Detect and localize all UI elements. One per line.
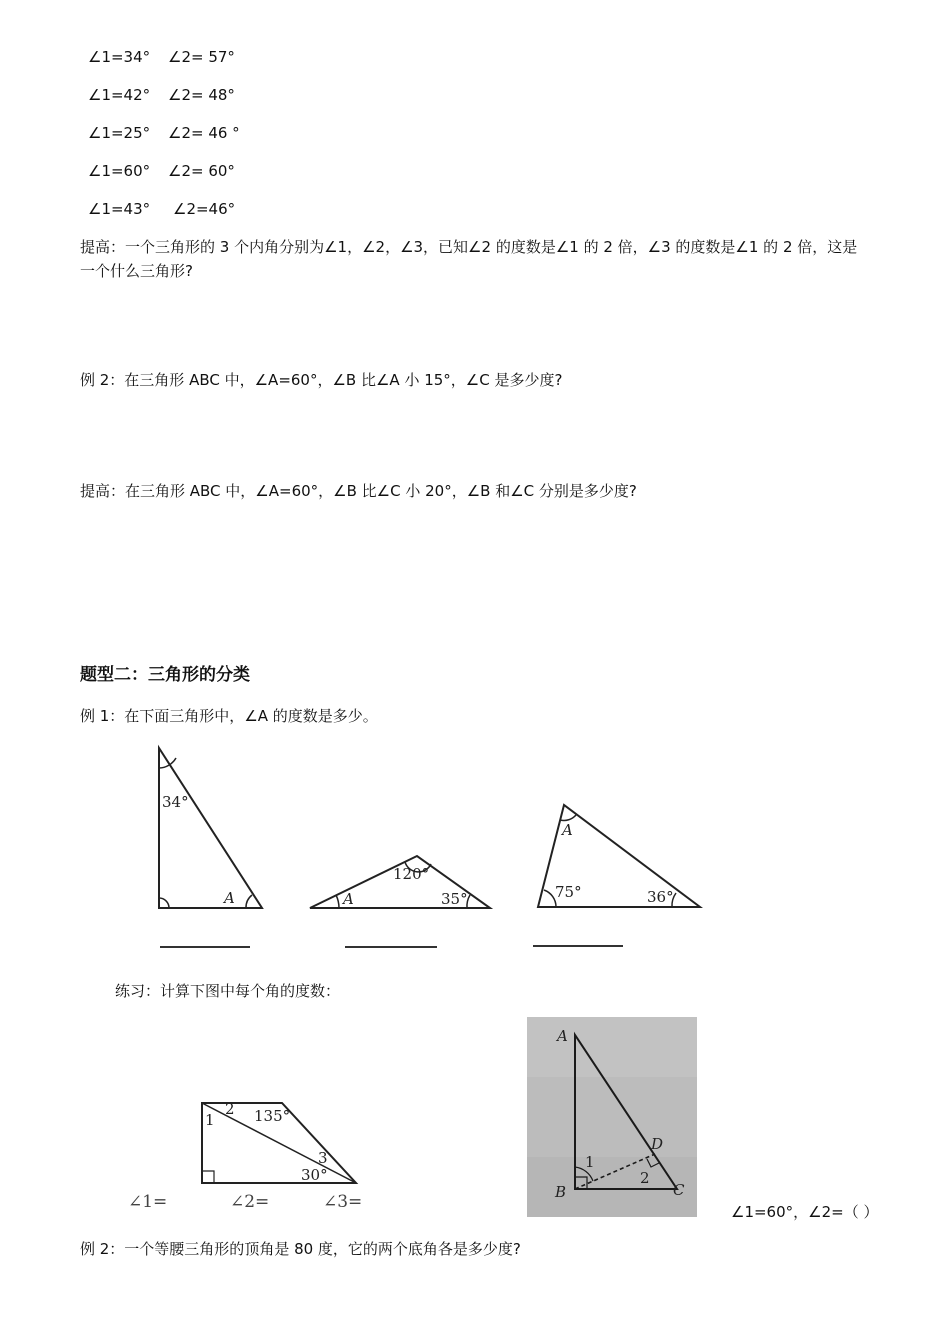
section-title: 题型二：三角形的分类 <box>80 665 250 685</box>
angle-1-label: 1 <box>585 1153 595 1171</box>
tigao-question-1-line1: 提高：一个三角形的 3 个内角分别为∠1，∠2，∠3，已知∠2 的度数是∠1 的 2 倍，∠3 的度数是∠1 的 2 倍，这是 <box>80 238 858 256</box>
triangle-figure-3 <box>530 795 710 915</box>
angle-a-label: A <box>562 821 573 839</box>
angle-pair-5-b: ∠2=46° <box>173 200 236 218</box>
angle-2-label: 2 <box>640 1169 650 1187</box>
angle-pair-3-a: ∠1=25° <box>88 124 151 142</box>
answer-angle-3: ∠3= <box>323 1192 363 1212</box>
photo-triangle-figure <box>527 1017 697 1217</box>
angle-pair-2-a: ∠1=42° <box>88 86 151 104</box>
angle-35-label: 35° <box>441 890 468 908</box>
angle-pair-2-b: ∠2= 48° <box>168 86 235 104</box>
example-1-question: 例 1：在下面三角形中，∠A 的度数是多少。 <box>80 707 378 725</box>
angle-75-label: 75° <box>555 883 582 901</box>
answer-blank-1 <box>160 946 250 948</box>
triangle-figure-1 <box>150 740 280 920</box>
angle-3-label: 3 <box>318 1149 328 1167</box>
trapezoid-figure <box>195 1095 365 1190</box>
angle-36-label: 36° <box>647 888 674 906</box>
photo-answer-line: ∠1=60°，∠2=（ ） <box>731 1203 879 1221</box>
answer-blank-2 <box>345 946 437 948</box>
angle-pair-4-a: ∠1=60° <box>88 162 151 180</box>
angle-1-label: 1 <box>205 1111 215 1129</box>
triangle-figure-2 <box>305 850 500 915</box>
angle-34-label: 34° <box>162 793 189 811</box>
angle-135-label: 135° <box>254 1107 291 1125</box>
angle-a-label: A <box>224 889 235 907</box>
vertex-b-label: B <box>555 1183 567 1201</box>
angle-pair-5-a: ∠1=43° <box>88 200 151 218</box>
vertex-a-label: A <box>557 1027 568 1045</box>
tigao-question-1-line2: 一个什么三角形? <box>80 262 193 280</box>
vertex-c-label: C <box>673 1181 685 1199</box>
angle-pair-3-b: ∠2= 46 ° <box>168 124 240 142</box>
angle-30-label: 30° <box>301 1166 328 1184</box>
vertex-d-label: D <box>651 1135 664 1153</box>
answer-angle-1: ∠1= <box>128 1192 168 1212</box>
angle-120-label: 120° <box>393 865 430 883</box>
tigao-question-2: 提高：在三角形 ABC 中，∠A=60°，∠B 比∠C 小 20°，∠B 和∠C 分别是多少度? <box>80 482 637 500</box>
angle-a-label: A <box>343 890 354 908</box>
example-2-question: 例 2：在三角形 ABC 中，∠A=60°，∠B 比∠A 小 15°，∠C 是多少度? <box>80 371 563 389</box>
answer-blank-3 <box>533 945 623 947</box>
practice-instruction: 练习：计算下图中每个角的度数： <box>115 982 341 1000</box>
example-2b-question: 例 2：一个等腰三角形的顶角是 80 度，它的两个底角各是多少度? <box>80 1240 521 1258</box>
answer-angle-2: ∠2= <box>230 1192 270 1212</box>
angle-2-label: 2 <box>225 1100 235 1118</box>
angle-pair-4-b: ∠2= 60° <box>168 162 235 180</box>
angle-pair-1-b: ∠2= 57° <box>168 48 235 66</box>
angle-pair-1-a: ∠1=34° <box>88 48 151 66</box>
